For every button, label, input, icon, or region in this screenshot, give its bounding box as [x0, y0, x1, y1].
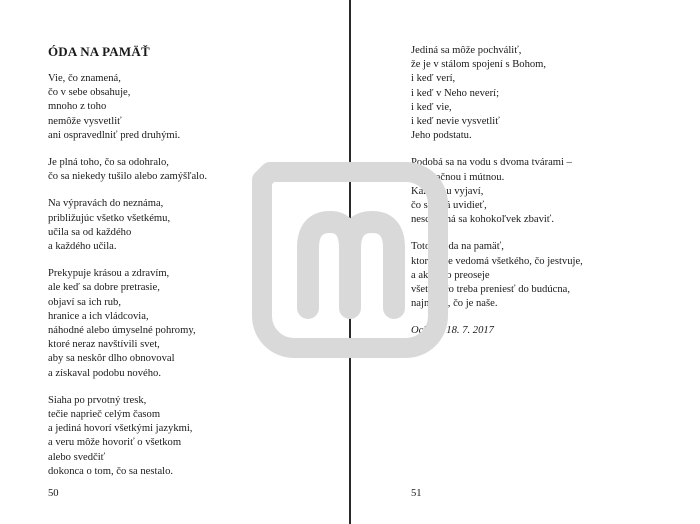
left-page — [0, 0, 349, 524]
poem-line: Je plná toho, čo sa odohralo, — [48, 157, 169, 169]
poem-line: učila sa od každého — [48, 226, 132, 238]
poem-line: dokonca o tom, čo sa nestalo. — [48, 465, 174, 477]
page-number-right: 51 — [411, 488, 422, 499]
stanza — [411, 156, 583, 227]
poem-line: a veru môže hovoriť o všetkom — [48, 437, 182, 449]
stanza — [48, 197, 207, 254]
poem-line: čo v sebe obsahuje, — [48, 87, 131, 99]
poem-line: najmä to, čo je naše. — [411, 298, 498, 310]
poem-line: hranice a ich vládcovia, — [48, 310, 149, 322]
poem-line: Podobá sa na vodu s dvoma tvárami – — [411, 157, 572, 169]
poem-line: približujúc všetko všetkému, — [48, 212, 171, 224]
poem-line: ktoré neraz navštívili svet, — [48, 339, 160, 351]
poem-line: a získaval podobu nového. — [48, 367, 161, 379]
poem-line: Každému vyjaví, — [411, 185, 484, 197]
poem-line: tečie naprieč celým časom — [48, 409, 161, 421]
poem-line: Vie, čo znamená, — [48, 73, 121, 84]
poem-line: ale keď sa dobre pretrasie, — [48, 282, 160, 294]
poem-line: aby sa neskôr dlho obnovoval — [48, 353, 175, 365]
left-poem-body — [48, 72, 207, 492]
stanza — [411, 44, 583, 143]
right-page — [351, 0, 700, 524]
poem-line: i keď vie, — [411, 101, 452, 113]
poem-title: ÓDA NA PAMÄŤ — [48, 44, 150, 59]
poem-line: ani ospravedlniť pred druhými. — [48, 129, 181, 141]
poem-date: Ochrid, 18. 7. 2017 — [411, 325, 494, 337]
poem-line: objaví sa ich rub, — [48, 296, 121, 308]
poem-line: i keď v Neho neverí; — [411, 87, 500, 99]
stanza — [411, 324, 583, 338]
poem-line: Jeho podstatu. — [411, 130, 472, 142]
poem-line: i keď nevie vysvetliť — [411, 116, 500, 128]
poem-line: náhodné alebo úmyselné pohromy, — [48, 325, 196, 337]
poem-line: ktorá si je vedomá všetkého, čo jestvuje, — [411, 255, 583, 267]
stanza — [48, 394, 207, 479]
poem-line: čo si želá uvidieť, — [411, 200, 487, 212]
poem-line: priezračnou i mútnou. — [411, 171, 505, 183]
poem-line: nemôže vysvetliť — [48, 115, 122, 127]
page-number-left: 50 — [48, 488, 59, 499]
poem-line: Toto je óda na pamäť, — [411, 241, 504, 253]
right-poem-body — [411, 44, 583, 352]
stanza — [48, 267, 207, 381]
poem-line: a ako sito preoseje — [411, 269, 490, 281]
poem-line: mnoho z toho — [48, 101, 107, 113]
poem-line: Siaha po prvotný tresk, — [48, 394, 147, 406]
poem-line: a jediná hovorí všetkými jazykmi, — [48, 423, 193, 435]
poem-line: neschopná sa kohokoľvek zbaviť. — [411, 214, 554, 226]
poem-line: čo sa niekedy tušilo alebo zamýšľalo. — [48, 171, 208, 183]
poem-line: a každého učila. — [48, 241, 117, 253]
poem-line: i keď verí, — [411, 73, 456, 85]
poem-line: Jediná sa môže pochváliť, — [411, 45, 522, 56]
stanza — [48, 156, 207, 184]
poem-line: Prekypuje krásou a zdravím, — [48, 268, 170, 280]
poem-line: alebo svedčiť — [48, 451, 106, 463]
stanza — [48, 72, 207, 143]
poem-line: všetko, čo treba preniesť do budúcna, — [411, 284, 570, 296]
poem-line: Na výpravách do neznáma, — [48, 198, 164, 210]
poem-line: že je v stálom spojení s Bohom, — [411, 59, 547, 71]
stanza — [411, 240, 583, 311]
